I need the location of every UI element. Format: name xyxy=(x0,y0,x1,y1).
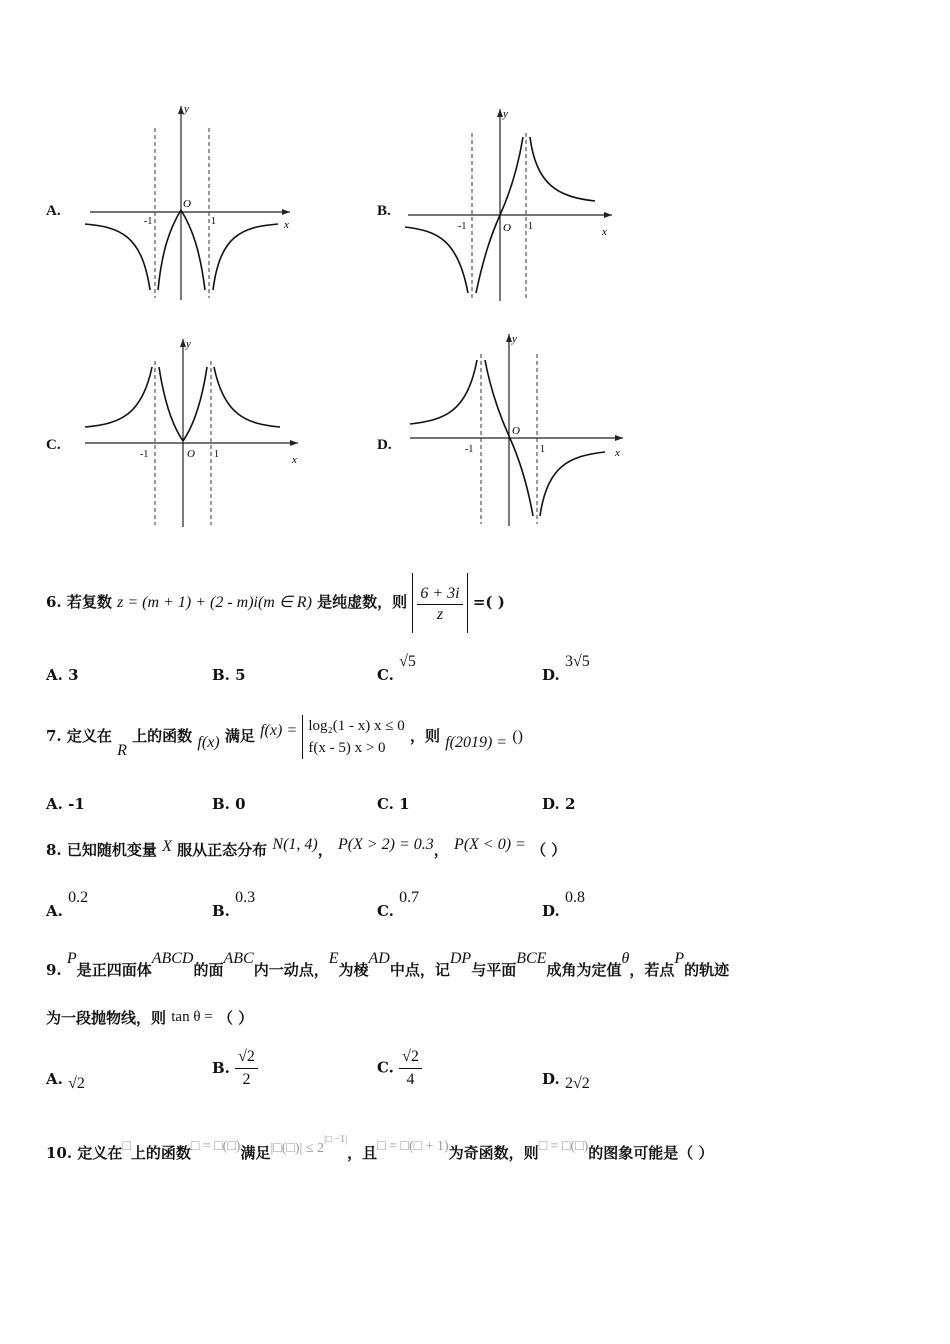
math-symbol: ABC xyxy=(223,950,254,967)
q7-option-d[interactable]: D. 2 xyxy=(542,795,576,813)
option-value: 3√5 xyxy=(564,653,590,670)
fraction-numerator: √2 xyxy=(399,1046,422,1069)
question-text: 为棱 xyxy=(338,961,369,979)
answer-paren: () xyxy=(512,728,523,745)
question-text: 上的函数 xyxy=(130,1144,191,1162)
option-value: 0.8 xyxy=(564,889,585,906)
option-a-label: A. xyxy=(46,203,61,219)
answer-paren: （ ） xyxy=(217,1009,254,1027)
math-symbol: θ xyxy=(621,950,630,967)
question-number: 8. xyxy=(46,841,62,859)
question-text: 为一段抛物线，则 xyxy=(46,1009,167,1027)
question-7 xyxy=(46,708,523,765)
math-expression: P(X > 2) = 0.3 xyxy=(338,836,434,853)
q7-option-a[interactable]: A. -1 xyxy=(46,795,85,813)
math-symbol: R xyxy=(117,742,127,759)
q6-option-c[interactable]: C. √5 xyxy=(377,653,416,684)
question-9-line-2 xyxy=(46,1006,253,1031)
question-text: 若复数 xyxy=(66,593,112,611)
question-text: 已知随机变量 xyxy=(66,841,157,859)
fraction-denominator: z xyxy=(436,605,444,623)
question-text: 的面 xyxy=(193,961,224,979)
math-expression: tan θ = xyxy=(171,1009,213,1025)
origin-label: O xyxy=(503,222,511,234)
x-axis-label: x xyxy=(292,454,297,466)
graph-a-icon xyxy=(80,100,300,305)
math-symbol: P xyxy=(674,950,685,967)
question-text: 满足 xyxy=(224,727,255,745)
question-6 xyxy=(46,572,505,633)
option-value: 5 xyxy=(235,666,246,684)
question-text: ，若点 xyxy=(629,961,675,979)
y-axis-label: y xyxy=(184,103,189,115)
y-axis-label: y xyxy=(503,108,508,120)
question-10 xyxy=(46,1134,714,1171)
math-symbol: E xyxy=(328,950,339,967)
q8-option-a[interactable]: A. 0.2 xyxy=(46,889,89,920)
origin-label: O xyxy=(183,198,191,210)
math-symbol: AD xyxy=(368,950,390,967)
question-text: 上的函数 xyxy=(132,727,193,745)
q8-option-d[interactable]: D. 0.8 xyxy=(542,889,585,920)
answer-paren: =( ) xyxy=(472,593,505,611)
x-axis-label: x xyxy=(284,219,289,231)
option-value: 3 xyxy=(68,666,79,684)
q6-option-b[interactable]: B. 5 xyxy=(212,666,246,684)
question-text: 服从正态分布 xyxy=(177,841,268,859)
x-axis-label: x xyxy=(615,447,620,459)
piecewise-case: log₂(1 - x) x ≤ 0 xyxy=(308,718,405,734)
tick-neg-one: -1 xyxy=(458,221,467,232)
tick-one: 1 xyxy=(528,221,533,232)
option-value: 0.2 xyxy=(68,889,89,906)
tick-one: 1 xyxy=(540,444,545,455)
question-text: 成角为定值 xyxy=(546,961,622,979)
question-text: 内一动点， xyxy=(253,961,329,979)
question-text: 定义在 xyxy=(66,727,112,745)
question-number: 7. xyxy=(46,727,62,745)
option-d-label: D. xyxy=(377,437,392,453)
math-glyph: |□(□)| ≤ 2 xyxy=(270,1141,324,1156)
math-glyph: □ = □(□ + 1) xyxy=(377,1139,449,1154)
tick-one: 1 xyxy=(214,449,219,460)
q7-option-b[interactable]: B. 0 xyxy=(212,795,246,813)
q9-option-d[interactable]: D. 2√2 xyxy=(542,1070,590,1092)
math-glyph: □ xyxy=(122,1139,131,1154)
option-c-label: C. xyxy=(46,437,61,453)
absolute-value xyxy=(412,573,467,633)
tick-one: 1 xyxy=(211,216,216,227)
option-value: 0 xyxy=(235,795,246,813)
option-value: 2√2 xyxy=(564,1075,590,1092)
answer-paren: （ ） xyxy=(531,841,567,859)
question-9 xyxy=(46,950,730,985)
fraction xyxy=(235,1046,258,1091)
question-number: 6. xyxy=(46,593,62,611)
origin-label: O xyxy=(187,448,195,460)
math-expression: f(2019) = xyxy=(445,734,508,751)
question-text: ，则 xyxy=(409,727,440,745)
q7-option-c[interactable]: C. 1 xyxy=(377,795,410,813)
question-text: 中点，记 xyxy=(389,961,450,979)
question-text: 与平面 xyxy=(471,961,517,979)
q9-option-b[interactable]: B. $\frac{√2}{2}$ xyxy=(212,1046,258,1091)
fraction-denominator: 2 xyxy=(242,1071,251,1088)
q9-option-c[interactable]: C. $\frac{√2}{4}$ xyxy=(377,1046,422,1091)
question-number: 9. xyxy=(46,961,62,979)
question-text: 的轨迹 xyxy=(684,961,730,979)
math-superscript: |□ −1| xyxy=(323,1134,348,1145)
math-symbol: X xyxy=(162,838,172,855)
q8-option-b[interactable]: B. 0.3 xyxy=(212,889,256,920)
question-text: 满足 xyxy=(240,1144,271,1162)
question-text: 的图象可能是（ ） xyxy=(588,1144,714,1162)
fraction-denominator: 4 xyxy=(406,1071,415,1088)
graph-d-icon xyxy=(405,330,630,530)
math-symbol: BCE xyxy=(516,950,547,967)
question-text: ，且 xyxy=(347,1144,378,1162)
graph-b-icon xyxy=(400,105,620,305)
option-value: √2 xyxy=(68,1075,85,1092)
math-glyph: □ = □(□) xyxy=(538,1139,589,1154)
question-number: 10. xyxy=(46,1144,73,1162)
q6-option-a[interactable]: A. 3 xyxy=(46,666,79,684)
origin-label: O xyxy=(512,425,520,437)
option-value: 1 xyxy=(399,795,410,813)
x-axis-label: x xyxy=(602,226,607,238)
option-value: 0.7 xyxy=(399,889,420,906)
question-text: 定义在 xyxy=(77,1144,123,1162)
fraction-numerator: 6 + 3i xyxy=(417,584,462,605)
graph-c-icon xyxy=(80,335,305,530)
option-value: 0.3 xyxy=(235,889,256,906)
math-symbol: DP xyxy=(449,950,472,967)
q9-option-a[interactable]: A. √2 xyxy=(46,1070,85,1092)
option-value: √5 xyxy=(399,653,416,670)
math-expression: P(X < 0) = xyxy=(454,836,526,853)
question-text: 是正四面体 xyxy=(76,961,152,979)
math-expression: f(x) xyxy=(197,734,220,751)
q8-option-c[interactable]: C. 0.7 xyxy=(377,889,420,920)
math-expression: N(1, 4) xyxy=(272,836,318,853)
y-axis-label: y xyxy=(186,338,191,350)
math-symbol: ABCD xyxy=(151,950,194,967)
math-expression: f(x) = xyxy=(260,722,298,739)
piecewise-function xyxy=(302,715,404,759)
option-value: 2 xyxy=(564,795,576,813)
math-glyph: □ = □(□) xyxy=(190,1139,241,1154)
fraction-numerator: √2 xyxy=(235,1046,258,1069)
piecewise-case: f(x - 5) x > 0 xyxy=(308,740,386,756)
tick-neg-one: -1 xyxy=(465,444,474,455)
fraction xyxy=(399,1046,422,1091)
tick-neg-one: -1 xyxy=(144,216,153,227)
option-value: -1 xyxy=(68,795,85,813)
question-text: 为奇函数，则 xyxy=(448,1144,539,1162)
question-8: 8. 已知随机变量 X 服从正态分布 N(1, 4)， P(X > 2) = 0.3， P(X < 0) = （ ） xyxy=(46,836,567,859)
q6-option-d[interactable]: D. 3√5 xyxy=(542,653,590,684)
question-text: 是纯虚数，则 xyxy=(317,593,408,611)
math-expression: z = (m + 1) + (2 - m)i(m ∈ R) xyxy=(117,594,312,611)
math-symbol: P xyxy=(66,950,77,967)
option-b-label: B. xyxy=(377,203,391,219)
y-axis-label: y xyxy=(512,333,517,345)
tick-neg-one: -1 xyxy=(140,449,149,460)
